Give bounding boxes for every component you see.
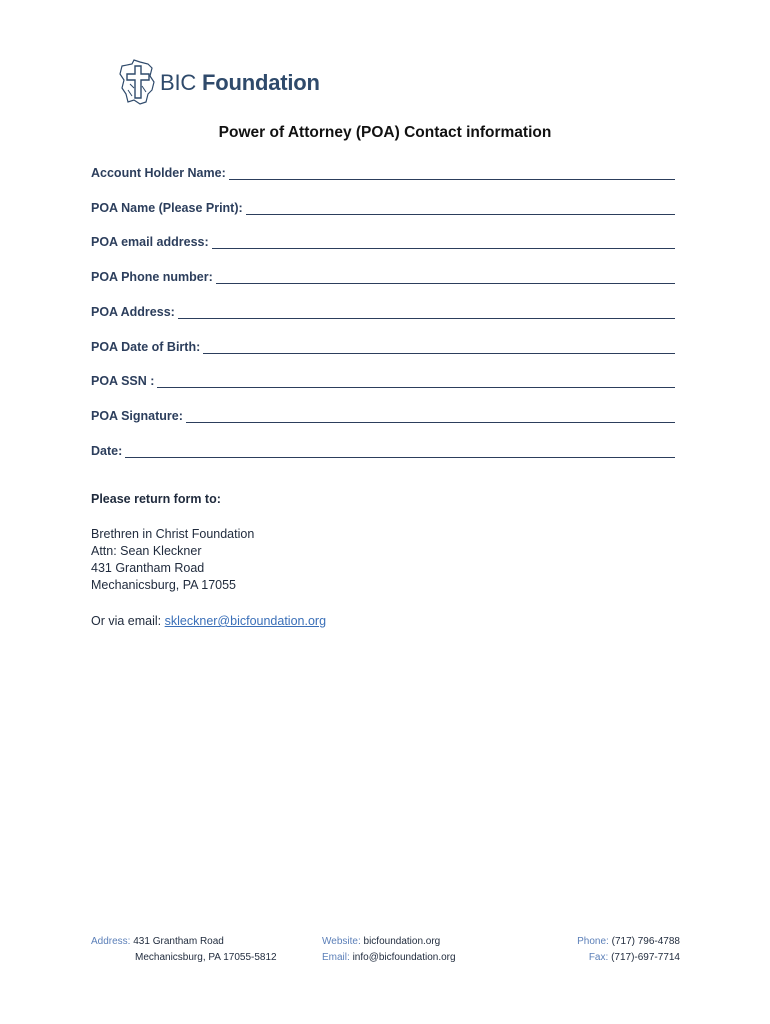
email-prefix: Or via email: [91,614,162,628]
blank-line[interactable] [125,444,675,458]
poa-ssn-field[interactable] [91,370,675,388]
field-label: POA Phone number: [91,270,213,284]
blank-line[interactable] [212,235,675,249]
address-line2: Mechanicsburg, PA 17055-5812 [135,952,277,963]
footer-address [91,934,277,966]
return-address-line: Brethren in Christ Foundation [91,527,255,541]
field-label: Date: [91,444,123,458]
return-address-line: 431 Grantham Road [91,561,205,575]
brand-name: BIC Foundation [160,70,320,95]
field-label: Account Holder Name: [91,166,226,180]
poa-name-field[interactable] [91,197,675,215]
field-label: POA email address: [91,235,209,249]
blank-line[interactable] [216,270,675,284]
website-label: Website: [322,936,361,947]
blank-line[interactable] [203,340,675,354]
website-link[interactable]: bicfoundation.org [363,936,441,947]
date-field[interactable] [91,440,675,458]
blank-line[interactable] [229,166,675,180]
return-email-line [91,614,326,628]
return-email-link[interactable]: skleckner@bicfoundation.org [164,614,327,628]
blank-line[interactable] [157,374,675,388]
poa-signature-field[interactable] [91,405,675,423]
page-title: Power of Attorney (POA) Contact information [218,124,552,141]
return-address-line: Mechanicsburg, PA 17055 [91,578,237,592]
blank-line[interactable] [186,409,675,423]
fax-label: Fax: [588,952,609,963]
bic-cross-map-icon [118,58,158,106]
address-line1: 431 Grantham Road [133,936,224,947]
blank-line[interactable] [246,201,675,215]
phone-label: Phone: [577,936,609,947]
account-holder-name-field[interactable] [91,162,675,180]
return-address-line: Attn: Sean Kleckner [91,544,202,558]
poa-email-field[interactable] [91,231,675,249]
brand-logo [118,58,318,108]
address-label: Address: [91,936,131,947]
fax-number: (717)-697-7714 [611,952,680,963]
field-label: POA Date of Birth: [91,340,201,354]
footer-web [322,934,456,966]
field-label: POA SSN : [91,374,155,388]
email-label: Email: [322,952,350,963]
field-label: POA Address: [91,305,175,319]
blank-line[interactable] [178,305,675,319]
phone-number: (717) 796-4788 [611,936,680,947]
poa-dob-field[interactable] [91,336,675,354]
footer-email-link[interactable]: info@bicfoundation.org [352,952,456,963]
footer-phone [577,934,680,966]
field-label: POA Name (Please Print): [91,201,243,215]
poa-phone-field[interactable] [91,266,675,284]
return-heading: Please return form to: [91,492,221,506]
poa-address-field[interactable] [91,301,675,319]
field-label: POA Signature: [91,409,183,423]
